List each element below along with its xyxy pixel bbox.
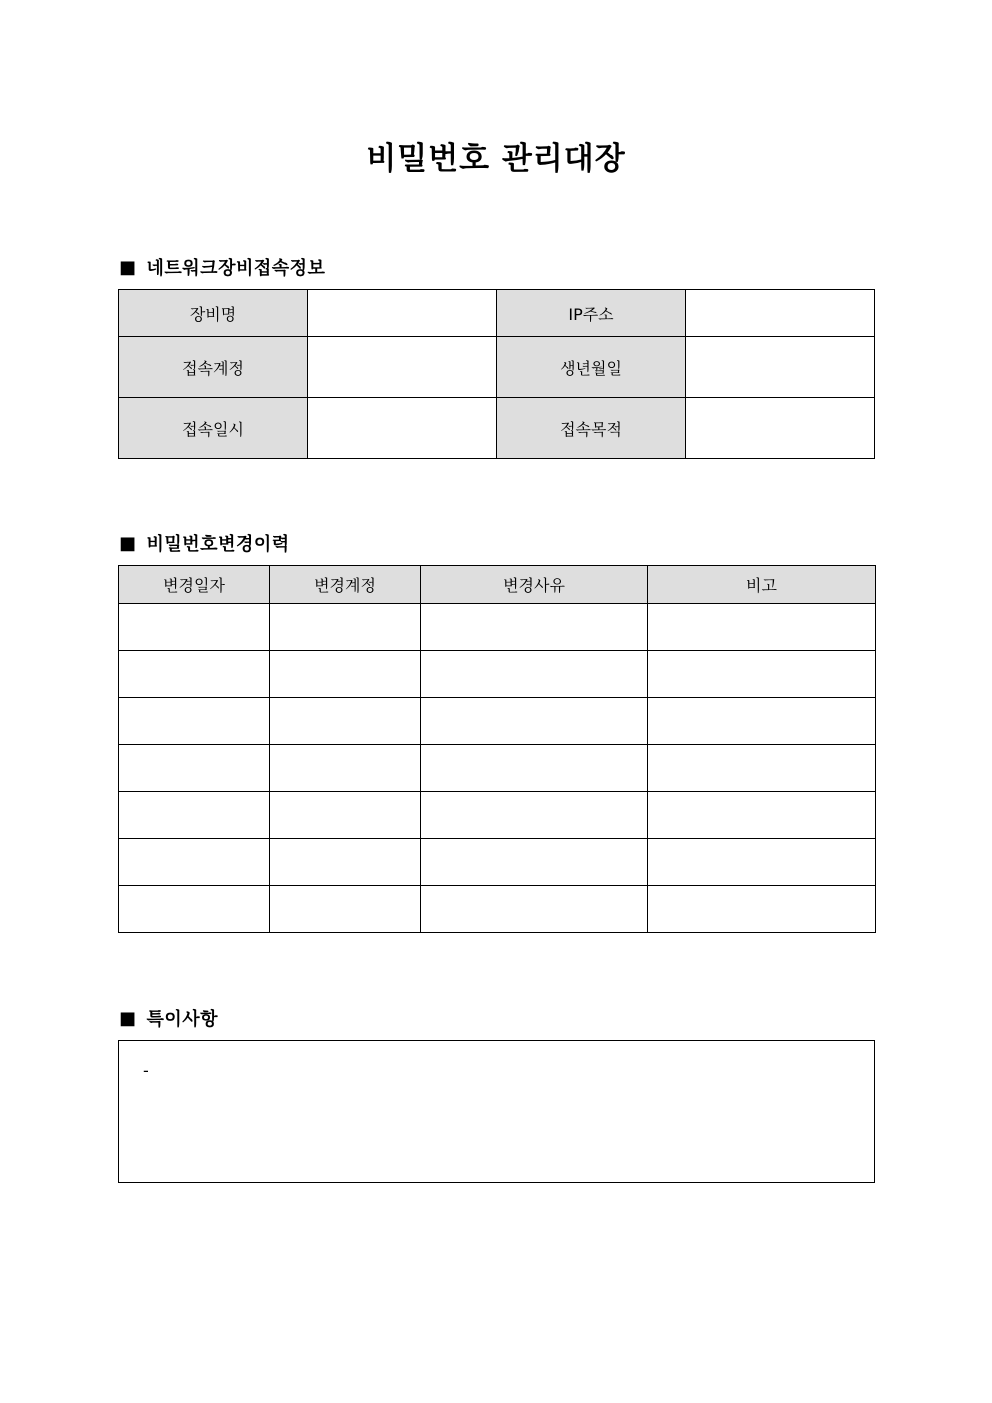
table-cell[interactable] xyxy=(270,745,421,792)
section-heading-network xyxy=(119,254,325,280)
table-cell[interactable] xyxy=(119,886,270,933)
table-header-row xyxy=(119,566,876,604)
table-row xyxy=(119,651,876,698)
table-cell[interactable] xyxy=(648,792,876,839)
table-cell[interactable] xyxy=(421,792,648,839)
table-cell[interactable] xyxy=(648,839,876,886)
table-cell[interactable] xyxy=(270,651,421,698)
table-row xyxy=(119,290,875,337)
table-cell[interactable] xyxy=(119,604,270,651)
section-title: 네트워크장비접속정보 xyxy=(146,258,326,279)
table-cell[interactable] xyxy=(119,698,270,745)
table-cell[interactable] xyxy=(270,839,421,886)
notes-content: - xyxy=(143,1061,149,1080)
field-label-account: 접속계정 xyxy=(119,337,308,398)
square-bullet-icon: ■ xyxy=(119,532,137,554)
column-header-change-reason: 변경사유 xyxy=(421,566,648,604)
table-cell[interactable] xyxy=(421,698,648,745)
section-title: 비밀번호변경이력 xyxy=(146,534,290,555)
section-heading-notes xyxy=(119,1005,218,1031)
field-value-account[interactable] xyxy=(308,337,497,398)
table-row xyxy=(119,886,876,933)
field-value-ip-address[interactable] xyxy=(686,290,875,337)
table-row xyxy=(119,839,876,886)
section-heading-history xyxy=(119,530,290,556)
section-title: 특이사항 xyxy=(146,1009,219,1030)
field-label-device-name: 장비명 xyxy=(119,290,308,337)
field-value-access-datetime[interactable] xyxy=(308,398,497,459)
table-cell[interactable] xyxy=(421,839,648,886)
table-row xyxy=(119,745,876,792)
field-label-access-purpose: 접속목적 xyxy=(497,398,686,459)
field-value-birthdate[interactable] xyxy=(686,337,875,398)
table-cell[interactable] xyxy=(270,604,421,651)
table-cell[interactable] xyxy=(421,745,648,792)
page-title: 비밀번호 관리대장 xyxy=(366,141,626,177)
table-cell[interactable] xyxy=(119,839,270,886)
password-history-table xyxy=(118,565,876,933)
column-header-remarks: 비고 xyxy=(648,566,876,604)
table-cell[interactable] xyxy=(119,745,270,792)
table-row xyxy=(119,398,875,459)
column-header-change-date: 변경일자 xyxy=(119,566,270,604)
field-label-ip-address: IP주소 xyxy=(497,290,686,337)
table-cell[interactable] xyxy=(421,604,648,651)
table-row xyxy=(119,337,875,398)
table-cell[interactable] xyxy=(421,886,648,933)
table-cell[interactable] xyxy=(648,604,876,651)
table-cell[interactable] xyxy=(421,651,648,698)
field-label-access-datetime: 접속일시 xyxy=(119,398,308,459)
table-row xyxy=(119,792,876,839)
table-cell[interactable] xyxy=(270,886,421,933)
table-cell[interactable] xyxy=(270,792,421,839)
notes-box[interactable] xyxy=(118,1040,875,1183)
table-cell[interactable] xyxy=(270,698,421,745)
table-cell[interactable] xyxy=(119,651,270,698)
table-cell[interactable] xyxy=(648,886,876,933)
table-cell[interactable] xyxy=(648,745,876,792)
column-header-change-account: 변경계정 xyxy=(270,566,421,604)
field-label-birthdate: 생년월일 xyxy=(497,337,686,398)
field-value-device-name[interactable] xyxy=(308,290,497,337)
network-info-table xyxy=(118,289,875,459)
table-row xyxy=(119,604,876,651)
field-value-access-purpose[interactable] xyxy=(686,398,875,459)
table-cell[interactable] xyxy=(648,698,876,745)
table-row xyxy=(119,698,876,745)
square-bullet-icon: ■ xyxy=(119,256,137,278)
table-cell[interactable] xyxy=(648,651,876,698)
table-cell[interactable] xyxy=(119,792,270,839)
square-bullet-icon: ■ xyxy=(119,1007,137,1029)
